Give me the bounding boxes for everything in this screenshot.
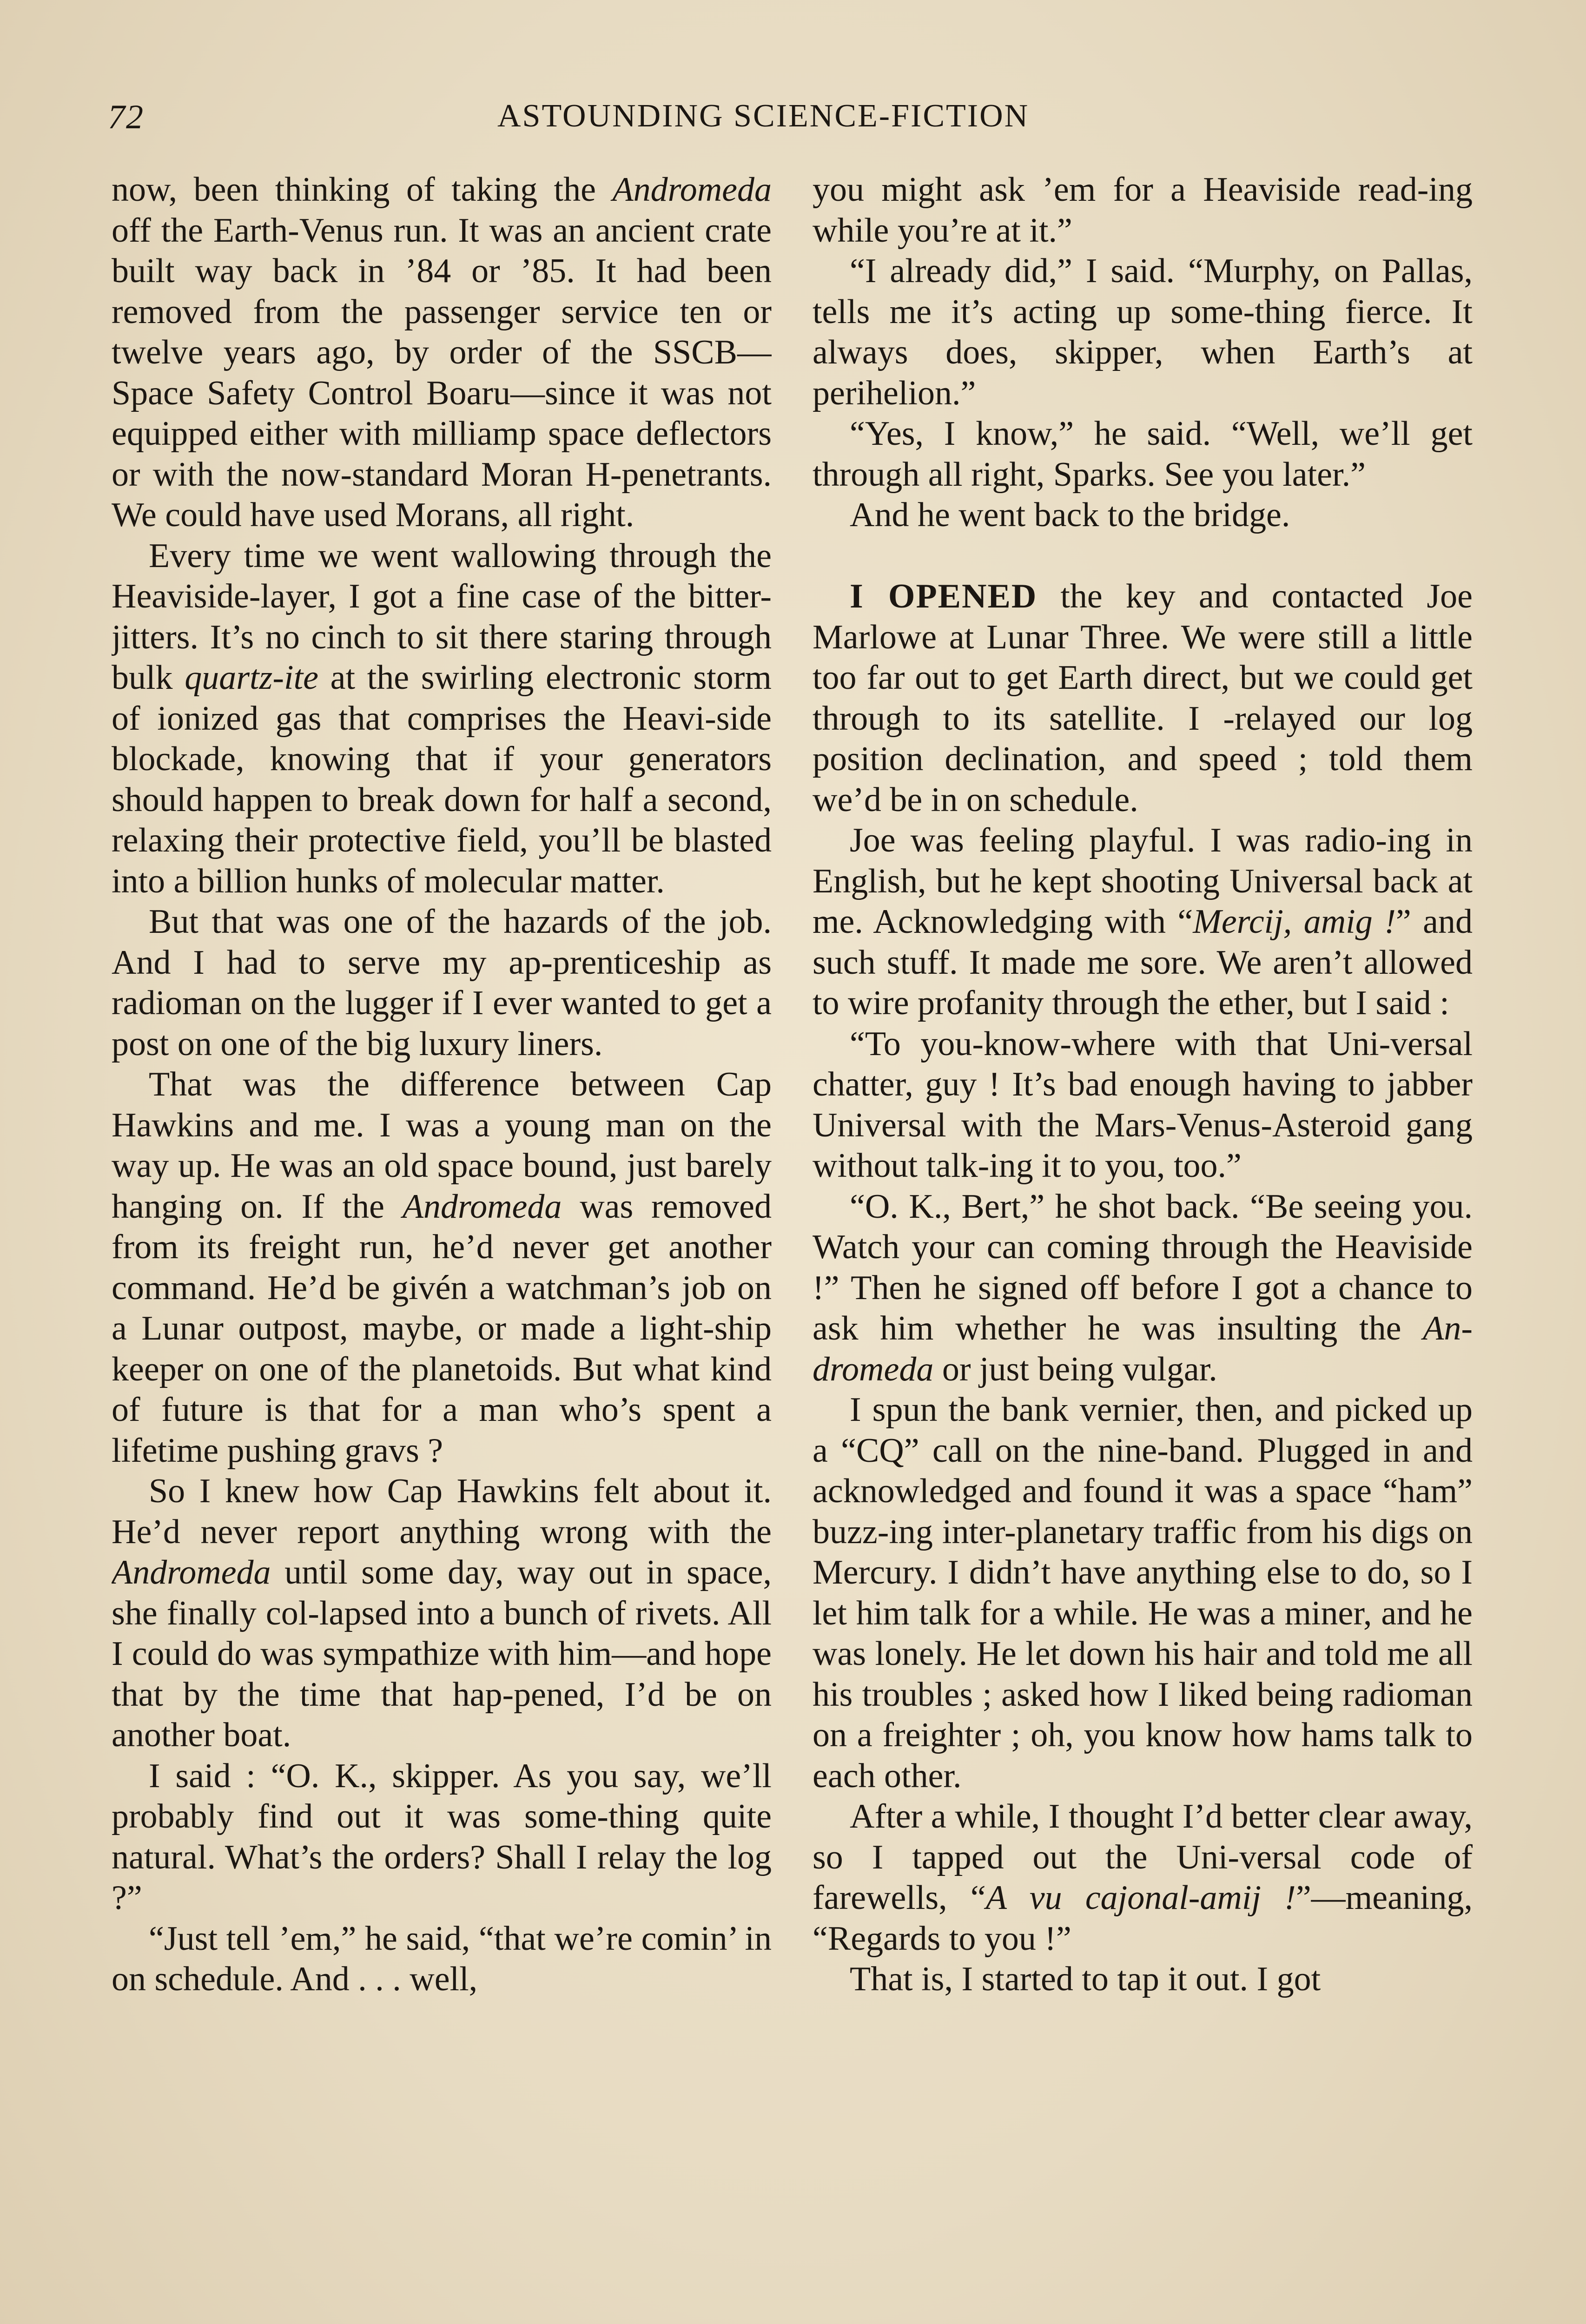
paragraph: That was the difference between Cap Hawkins and me. I was a young man on the way up. He was an old space bound, just barely hanging on. If the Andromeda was removed from its freight run, he’d never get another command. He’d be givén a watchman’s job on a Lunar outpost, maybe, or made a light-ship keeper on one of the planetoids. But what kind of future is that for a man who’s spent a lifetime pushing gravs ? [112,1065,772,1470]
paragraph: And he went back to the bridge. [850,496,1290,534]
paragraph: “O. K., Bert,” he shot back. “Be seeing you. Watch your can coming through the Heaviside !” Then he signed off before I got a chance to ask him whether he was insulting the An-dromeda or just being vulgar. [813,1187,1473,1388]
paragraph: But that was one of the hazards of the job. And I had to serve my ap-prenticeship as radioman on the lugger if I ever wanted to get a post on one of the big luxury liners. [112,903,772,1063]
paragraph: That is, I started to tap it out. I got [850,1960,1321,1998]
paragraph: I said : “O. K., skipper. As you say, we’ll probably find out it was some-thing quite natural. What’s the orders? Shall I relay the log ?” [112,1756,772,1917]
paragraph: now, been thinking of taking the Andromeda off the Earth-Venus run. It was an ancient crate built way back in ’84 or ’85. It had been removed from the passenger service ten or twelve years ago, by order of the SSCB—Space Safety Control Boaru—since it was not equipped either with milliamp space deflectors or with the now-standard Moran H-penetrants. We could have used Morans, all right. [112,171,772,534]
paragraph: Every time we went wallowing through the Heaviside-layer, I got a fine case of the bitter-jitters. It’s no cinch to sit there staring through bulk quartz-ite at the swirling electronic storm of ionized gas that comprises the Heavi-side blockade, knowing that if your generators should happen to break down for half a second, relaxing their protective field, you’ll be blasted into a billion hunks of molecular matter. [112,536,772,900]
section-start-paragraph: I OPENED the key and contacted Joe Marlowe at Lunar Three. We were still a little too far out to get Earth direct, but we could get through to its satellite. I -relayed our log position declination, and speed ; told them we’d be in on schedule. [813,577,1473,819]
paragraph: After a while, I thought I’d better clear away, so I tapped out the Uni-versal code of farewells, “A vu cajonal-amij !”—meaning, “Regards to you !” [813,1797,1473,1958]
section-lead-in: I OPENED [850,577,1038,615]
running-title: ASTOUNDING SCIENCE-FICTION [497,98,1030,134]
paragraph: I spun the bank vernier, then, and picked up a “CQ” call on the nine-band. Plugged in and acknowledged and found it was a space “ham” buzz-ing inter-planetary traffic from his digs on Mercury. I didn’t have anything else to do, so I let him talk for a while. He was a miner, and he was lonely. He let down his hair and told me all his troubles ; asked how I liked being radioman on a freighter ; oh, you know how hams talk to each other. [813,1391,1473,1795]
left-column [112,170,772,2324]
right-column [813,170,1473,2324]
paragraph: So I knew how Cap Hawkins felt about it. He’d never report anything wrong with the Andromeda until some day, way out in space, she finally col-lapsed into a bunch of rivets. All I could do was sympathize with him—and hope that by the time that hap-pened, I’d be on another boat. [112,1472,772,1754]
paragraph: “To you-know-where with that Uni-versal chatter, guy ! It’s bad enough having to jabber Universal with the Mars-Venus-Asteroid gang without talk-ing it to you, too.” [813,1024,1473,1185]
paragraph: “I already did,” I said. “Murphy, on Pallas, tells me it’s acting up some-thing fierce. It always does, skipper, when Earth’s at perihelion.” [813,252,1473,412]
page-header [0,98,1586,144]
paragraph: “Just tell ’em,” he said, “that we’re comin’ in on schedule. And . . . well, [112,1919,772,1998]
paragraph: “Yes, I know,” he said. “Well, we’ll get through all right, Sparks. See you later.” [813,415,1473,494]
page-number: 72 [108,98,144,136]
paragraph: you might ask ’em for a Heaviside read-ing while you’re at it.” [813,171,1473,250]
paragraph: Joe was feeling playful. I was radio-ing in English, but he kept shooting Universal back at me. Acknowledging with “Mercij, amig !” and such stuff. It made me sore. We aren’t allowed to wire profanity through the ether, but I said : [813,821,1473,1022]
